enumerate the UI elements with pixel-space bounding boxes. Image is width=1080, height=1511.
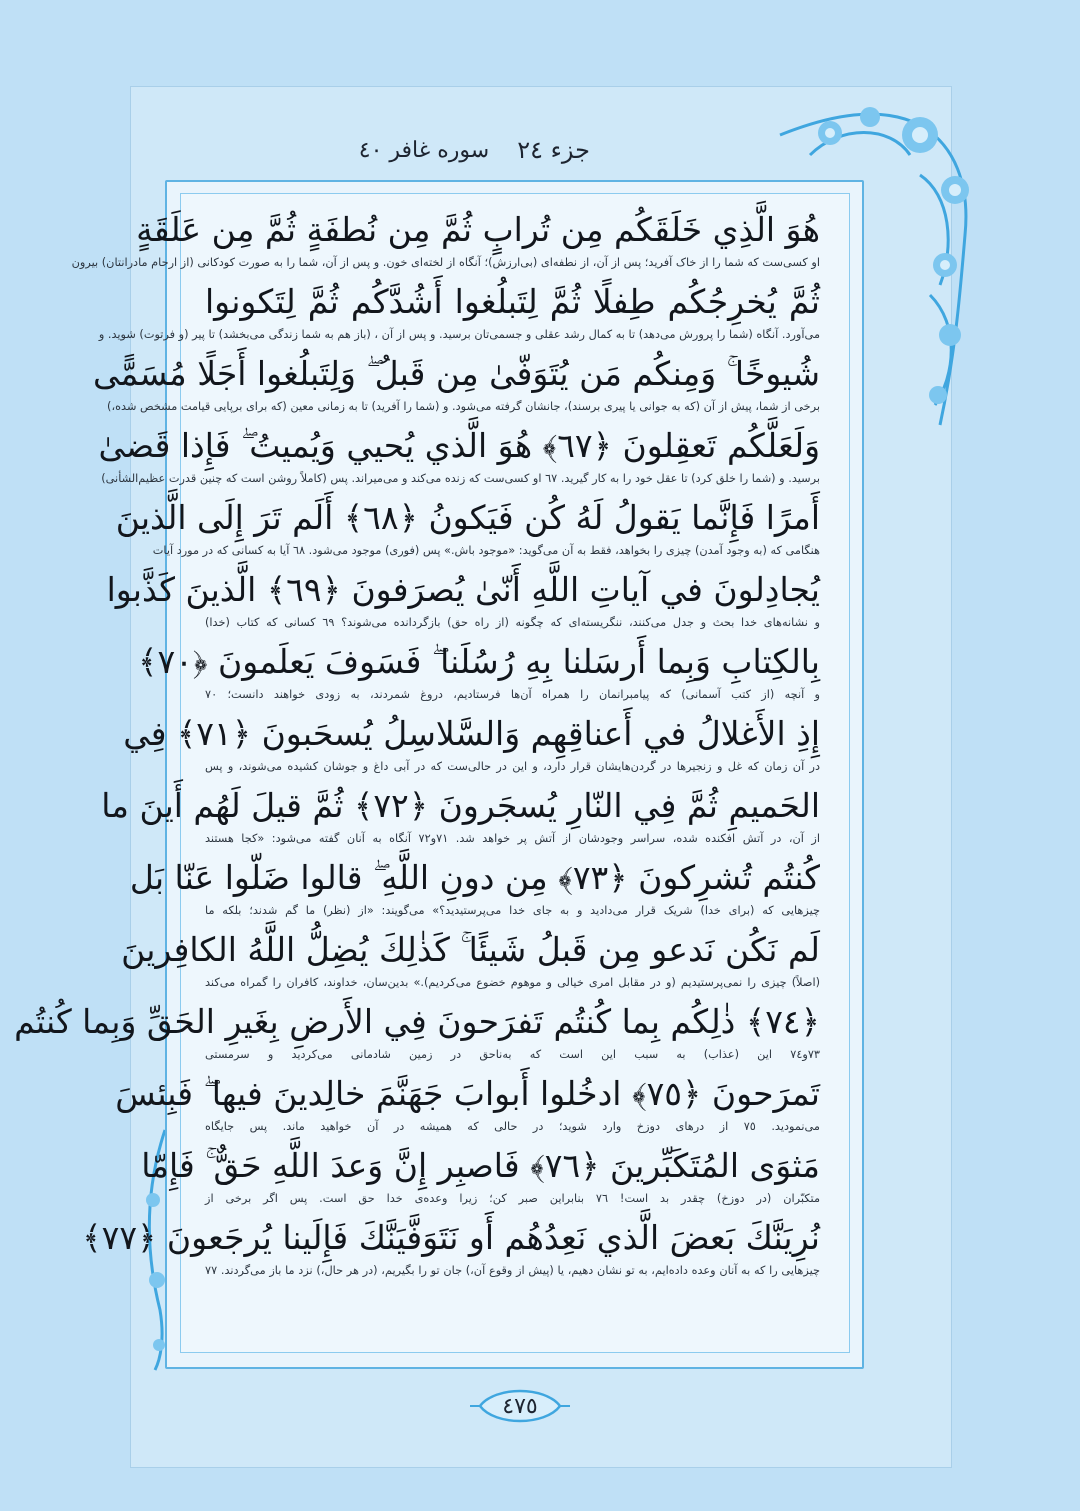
arabic-text: يُجادِلونَ في آياتِ اللَّهِ أَنّىٰ يُصرَفونَ ﴿٦٩﴾ الَّذينَ كَذَّبوا <box>106 570 820 609</box>
translation-text: چیزهایی که (برای خدا) شریک قرار می‌دادید و به جای خدا می‌پرستیدید؟» می‌گویند: «از (نظر) ما گم شدند؛ بلکه ما <box>205 904 820 917</box>
verse-line <box>115 1072 820 1140</box>
translation-text: می‌آورد. آنگاه (شما را پرورش می‌دهد) تا به کمال رشد عقلی و جسمی‌تان برسید. و پس از آن ، (باز هم به شما زندگی می‌بخشد) تا پیر (و فرتوت) شوید. و <box>98 328 820 341</box>
verse-line <box>141 1144 820 1212</box>
translation-text: او کسی‌ست که شما را از خاک آفرید؛ پس از آن، از نطفه‌ای (بی‌ارزش)؛ آنگاه از لخته‌ای خون. و پس از آن، شما را به صورت کودکانی (از ارحام مادرانتان) بیرون <box>71 256 820 269</box>
page-number: ٤٧٥ <box>502 1393 538 1419</box>
verse-line <box>121 928 820 996</box>
arabic-text: لَم نَكُن نَدعو مِن قَبلُ شَيئًا ۚ كَذٰلِكَ يُضِلُّ اللَّهُ الكافِرينَ <box>121 930 820 969</box>
verse-line <box>71 208 820 276</box>
translation-text: در آن زمان که غل و زنجیرها در گردن‌هایشان قرار دارد، و این در حالی‌ست که در آبی داغ و جوشان کشیده می‌شوند، و پس <box>205 760 820 773</box>
verse-line <box>101 784 821 852</box>
page-number-medallion <box>470 1378 570 1434</box>
arabic-text: أَمرًا فَإِنَّما يَقولُ لَهُ كُن فَيَكونُ ﴿٦٨﴾ أَلَم تَرَ إِلَى الَّذينَ <box>115 498 820 537</box>
verse-line <box>82 1216 820 1284</box>
verse-line <box>98 280 820 348</box>
verse-lines <box>14 208 821 1288</box>
juz-label: جزء ٢٤ <box>517 136 590 164</box>
arabic-text: مَثوَى المُتَكَبِّرينَ ﴿٧٦﴾ فَاصبِر إِنَّ وَعدَ اللَّهِ حَقٌّ ۚ فَإِمّا <box>141 1146 820 1185</box>
translation-text: هنگامی که (به وجود آمدن) چیزی را بخواهد، فقط به آن می‌گوید: «موجود باش.» پس (فوری) موجود می‌شود. ٦٨ آیا به کسانی که در مورد آیات <box>152 544 820 557</box>
arabic-text: نُرِيَنَّكَ بَعضَ الَّذي نَعِدُهُم أَو نَتَوَفَّيَنَّكَ فَإِلَينا يُرجَعونَ ﴿٧٧﴾ <box>82 1218 820 1257</box>
verse-line <box>129 856 820 924</box>
arabic-text: شُيوخًا ۚ وَمِنكُم مَن يُتَوَفّىٰ مِن قَبلُ ۖ وَلِتَبلُغوا أَجَلًا مُسَمًّى <box>93 354 820 393</box>
arabic-text: كُنتُم تُشرِكونَ ﴿٧٣﴾ مِن دونِ اللَّهِ ۖ قالوا ضَلّوا عَنّا بَل <box>129 858 820 897</box>
translation-text: و آنچه (از کتب آسمانی) که پیامبرانمان را همراه آن‌ها فرستادیم، دروغ شمردند، به زودی خواهند دانست؛ ٧٠ <box>205 688 820 701</box>
verse-line <box>115 496 820 564</box>
translation-text: متکبّران (در دوزخ) چقدر بد است! ٧٦ بنابراین صبر کن؛ زیرا وعده‌ی خدا حق است. پس اگر برخی از <box>205 1192 820 1205</box>
translation-text: می‌نمودید. ٧٥ از درهای دوزخ وارد شوید؛ در حالی که همیشه در آن خواهید ماند. پس جایگاه <box>205 1120 820 1133</box>
translation-text: برسید. و (شما را خلق کرد) تا عقل خود را به کار گیرید. ٦٧ او کسی‌ست که زنده می‌کند و می‌میراند. پس (کاملاً روشن است که چنین قدرت عظیم‌الشأنی) <box>101 472 820 485</box>
arabic-text: الحَميمِ ثُمَّ فِي النّارِ يُسجَرونَ ﴿٧٢﴾ ثُمَّ قيلَ لَهُم أَينَ ما <box>101 786 820 825</box>
arabic-text: ثُمَّ يُخرِجُكُم طِفلًا ثُمَّ لِتَبلُغوا أَشُدَّكُم ثُمَّ لِتَكونوا <box>205 282 820 321</box>
translation-text: (اصلاً) چیزی را نمی‌پرستیدیم (و در مقابل امری خیالی و موهوم خضوع می‌کردیم).» بدین‌سان، خداوند، کافران را گمراه می‌کند <box>205 976 820 989</box>
verse-line <box>138 640 820 708</box>
verse-line <box>123 712 820 780</box>
verse-line <box>14 1000 820 1068</box>
translation-text: برخی از شما، پیش از آن (که به جوانی یا پیری برسند)، جانشان گرفته می‌شود. و (شما را آفرید) تا به زمانی معین (که برای برپایی قیامت مشخص شده،) <box>107 400 820 413</box>
surah-label: سوره غافر ٤٠ <box>358 137 490 163</box>
verse-line <box>98 424 820 492</box>
arabic-text: تَمرَحونَ ﴿٧٥﴾ ادخُلوا أَبوابَ جَهَنَّمَ خالِدينَ فيها ۖ فَبِئسَ <box>115 1074 820 1113</box>
verse-line <box>106 568 820 636</box>
arabic-text: هُوَ الَّذِي خَلَقَكُم مِن تُرابٍ ثُمَّ مِن نُطفَةٍ ثُمَّ مِن عَلَقَةٍ <box>136 210 820 249</box>
arabic-text: ﴿٧٤﴾ ذٰلِكُم بِما كُنتُم تَفرَحونَ فِي الأَرضِ بِغَيرِ الحَقِّ وَبِما كُنتُم <box>14 1002 820 1041</box>
arabic-text: إِذِ الأَغلالُ في أَعناقِهِم وَالسَّلاسِلُ يُسحَبونَ ﴿٧١﴾ فِي <box>123 714 820 753</box>
translation-text: چیزهایی را که به آنان وعده داده‌ایم، به تو نشان دهیم، یا (پیش از وقوع آن،) جان تو را بگیریم، (در هر حال،) نزد ما باز می‌گردند. ٧٧ <box>205 1264 820 1277</box>
page-header <box>290 130 590 170</box>
translation-text: و نشانه‌های خدا بحث و جدل می‌کنند، ننگریسته‌ای که چگونه (از راه حق) بازگردانده می‌شوند؟ ٦٩ کسانی که کتاب (خدا) <box>205 616 820 629</box>
verse-line <box>93 352 820 420</box>
arabic-text: بِالكِتابِ وَبِما أَرسَلنا بِهِ رُسُلَنا ۖ فَسَوفَ يَعلَمونَ ﴿٧٠﴾ <box>138 642 820 681</box>
arabic-text: وَلَعَلَّكُم تَعقِلونَ ﴿٦٧﴾ هُوَ الَّذي يُحيي وَيُميتُ ۖ فَإِذا قَضىٰ <box>98 426 820 465</box>
translation-text: از آن، در آتش افکنده شده، سراسر وجودشان از آتش پر خواهد شد. ٧١و٧٢ آنگاه به آنان گفته می‌شود: «کجا هستند <box>205 832 821 845</box>
translation-text: ٧٣و٧٤ این (عذاب) به سبب این است که به‌ناحق در زمین شادمانی می‌کردید و سرمستی <box>205 1048 820 1061</box>
